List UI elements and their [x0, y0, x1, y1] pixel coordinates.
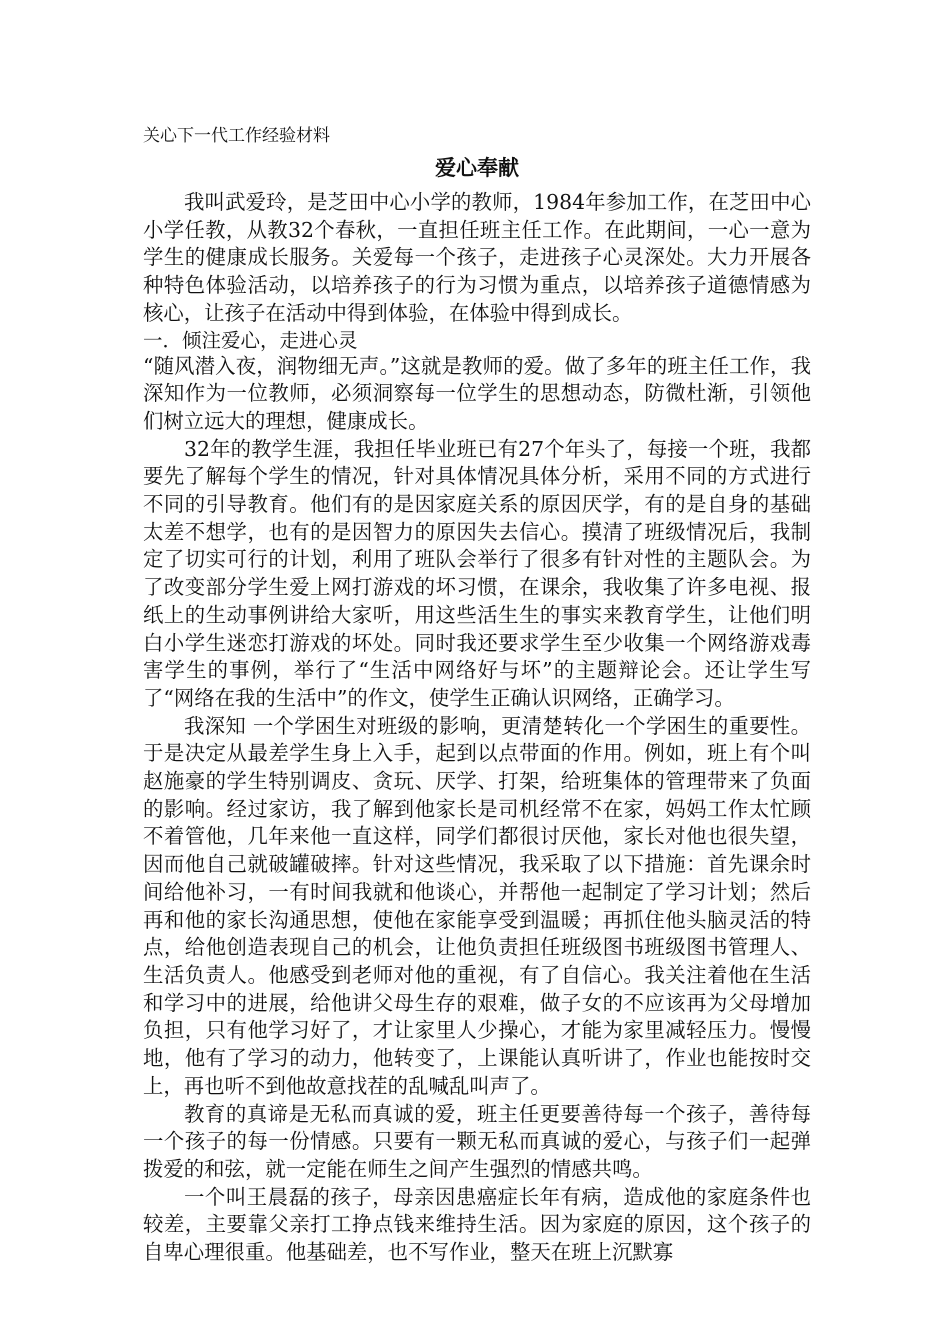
document-body: [143, 123, 811, 1267]
body-paragraph: 32年的教学生涯，我担任毕业班已有27个年头了，每接一个班，我都要先了解每个学生的情况，针对具体情况具体分析，采用不同的方式进行不同的引导教育。他们有的是因家庭关系的原因厌学，有的是自身的基础太差不想学，也有的是因智力的原因失去信心。摸清了班级情况后，我制定了切实可行的计划，利用了班队会举行了很多有针对性的主题队会。为了改变部分学生爱上网打游戏的坏习惯，在课余，我收集了许多电视、报纸上的生动事例讲给大家听，用这些活生生的事实来教育学生，让他们明白小学生迷恋打游戏的坏处。同时我还要求学生至少收集一个网络游戏毒害学生的事例，举行了“生活中网络好与坏”的主题辩论会。还让学生写了“网络在我的生活中”的作文，使学生正确认识网络，正确学习。: [143, 436, 811, 710]
section-heading: 一．倾注爱心，走进心灵: [143, 328, 358, 352]
body-paragraph: 我深知 一个学困生对班级的影响，更清楚转化一个学困生的重要性。于是决定从最差学生身上入手，起到以点带面的作用。例如，班上有个叫赵施豪的学生特别调皮、贪玩、厌学、打架，给班集体的管理带来了负面的影响。经过家访，我了解到他家长是司机经常不在家，妈妈工作太忙顾不着管他，几年来他一直这样，同学们都很讨厌他，家长对他也很失望，因而他自己就破罐破摔。针对这些情况，我采取了以下措施：首先课余时间给他补习，一有时间我就和他谈心，并帮他一起制定了学习计划；然后再和他的家长沟通思想，使他在家能享受到温暖；再抓住他头脑灵活的特点，给他创造表现自己的机会，让他负责担任班级图书班级图书管理人、生活负责人。他感受到老师对他的重视，有了自信心。我关注着他在生活和学习中的进展，给他讲父母生存的艰难，做子女的不应该再为父母增加负担，只有他学习好了，才让家里人少操心，才能为家里减轻压力。慢慢地，他有了学习的动力，他转变了，上课能认真听讲了，作业也能按时交上，再也听不到他故意找茬的乱喊乱叫声了。: [143, 713, 811, 1098]
document-title: 爱心奉献: [435, 156, 519, 180]
intro-paragraph: 我叫武爱玲，是芝田中心小学的教师，1984年参加工作，在芝田中心小学任教，从教32个春秋，一直担任班主任工作。在此期间，一心一意为学生的健康成长服务。关爱每一个孩子，走进孩子心灵深处。大力开展各种特色体验活动，以培养孩子的行为习惯为重点，以培养孩子道德情感为核心，让孩子在活动中得到体验，在体验中得到成长。: [143, 190, 811, 325]
body-paragraph: 一个叫王晨磊的孩子，母亲因患癌症长年有病，造成他的家庭条件也较差，主要靠父亲打工挣点钱来维持生活。因为家庭的原因，这个孩子的自卑心理很重。他基础差，也不写作业，整天在班上沉默寡: [143, 1184, 811, 1265]
body-paragraph: 教育的真谛是无私而真诚的爱，班主任更要善待每一个孩子，善待每一个孩子的每一份情感。只要有一颗无私而真诚的爱心，与孩子们一起弹拨爱的和弦，就一定能在师生之间产生强烈的情感共鸣。: [143, 1101, 811, 1181]
document-label: 关心下一代工作经验材料: [143, 126, 330, 146]
quote-paragraph: “随风潜入夜，润物细无声。”这就是教师的爱。做了多年的班主任工作，我深知作为一位教师，必须洞察每一位学生的思想动态，防微杜渐，引领他们树立远大的理想，健康成长。: [143, 353, 811, 433]
